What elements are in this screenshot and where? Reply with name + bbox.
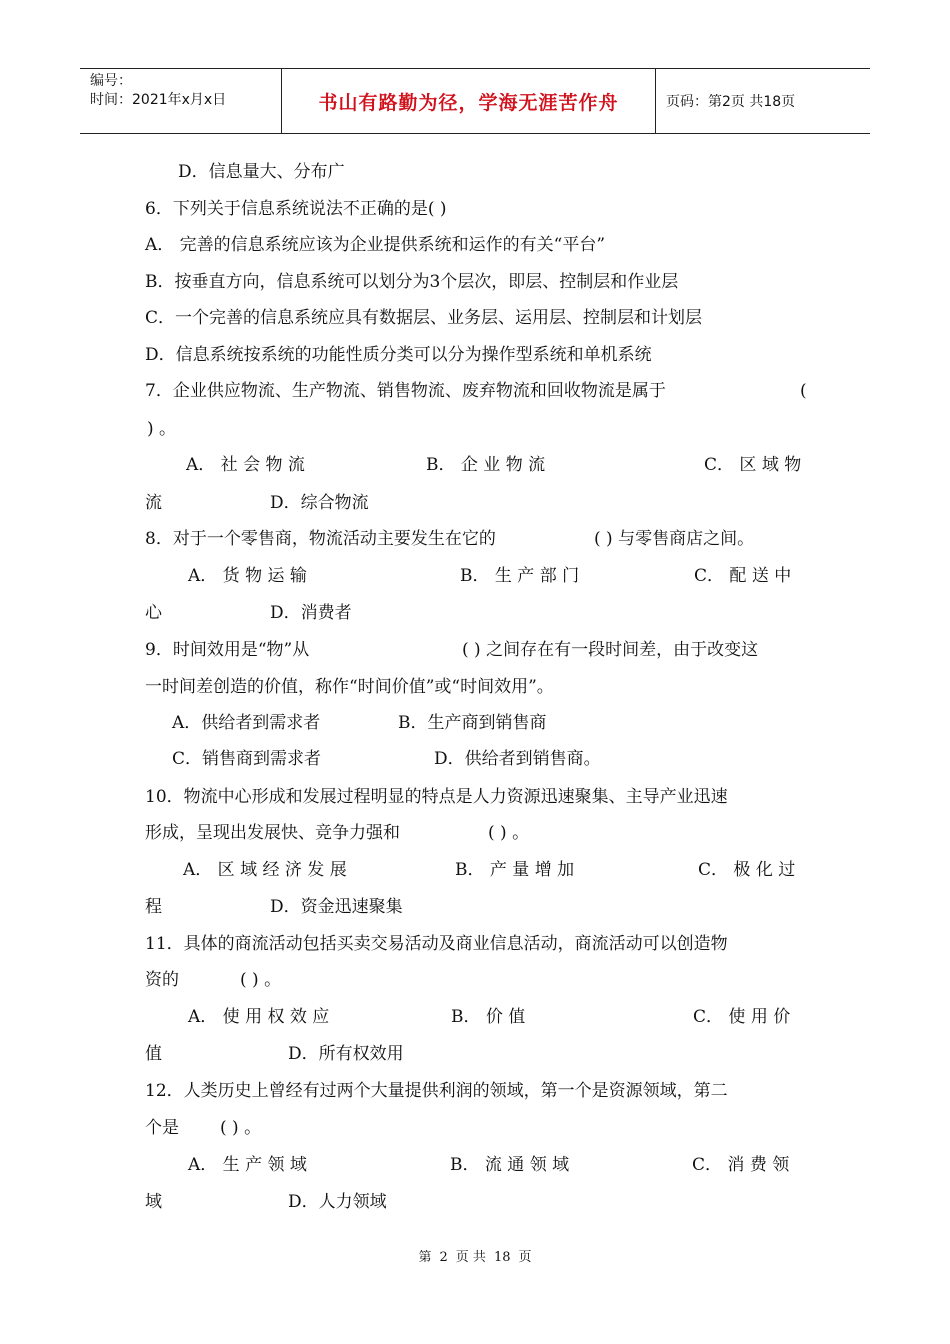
question-11-cont: 资的 [145,970,179,990]
question-10-option-b: B． 产 量 增 加 [455,860,575,880]
question-9-cont-2: 一时间差创造的价值，称作“时间价值”或“时间效用”。 [145,677,554,697]
footer-prefix: 第 [418,1250,432,1265]
question-12-option-c-cont: 域 [145,1192,162,1212]
question-8-option-d: D．消费者 [270,603,352,623]
question-7: 7．企业供应物流、生产物流、销售物流、废弃物流和回收物流是属于 [145,381,666,401]
footer-suffix: 页 [518,1250,532,1265]
question-7-option-c: C． 区 域 物 [704,455,802,475]
question-10-paren: ( ) 。 [488,823,530,843]
option-line: D．信息量大、分布广 [178,162,345,182]
question-8-cont: ( ) 与零售商店之间。 [594,529,755,549]
question-9: 9．时间效用是“物”从 [145,640,310,660]
question-11-option-a: A． 使 用 权 效 应 [188,1007,330,1027]
question-6-option-c: C．一个完善的信息系统应具有数据层、业务层、运用层、控制层和计划层 [145,308,703,328]
question-12: 12．人类历史上曾经有过两个大量提供利润的领域，第一个是资源领域，第二 [145,1081,728,1101]
question-10: 10．物流中心形成和发展过程明显的特点是人力资源迅速聚集、主导产业迅速 [145,787,728,807]
question-10-option-a: A． 区 域 经 济 发 展 [183,860,347,880]
question-12-option-a: A． 生 产 领 域 [188,1155,307,1175]
question-11-option-b: B． 价 值 [451,1007,526,1027]
question-9-option-a: A．供给者到需求者 [172,713,321,733]
question-12-paren: ( ) 。 [220,1118,262,1138]
footer-total-pages: 18 [493,1250,511,1265]
question-9-option-b: B．生产商到销售商 [398,713,547,733]
header-meta [80,69,282,133]
question-11-option-c: C． 使 用 价 [693,1007,791,1027]
question-6-option-b: B．按垂直方向，信息系统可以划分为3个层次，即层、控制层和作业层 [145,272,679,292]
time-label: 时间：2021年x月x日 [90,92,227,108]
question-9-cont: ( ) 之间存在有一段时间差，由于改变这 [462,640,759,660]
question-11-paren: ( ) 。 [240,970,282,990]
question-7-option-b: B． 企 业 物 流 [426,455,546,475]
question-8: 8．对于一个零售商，物流活动主要发生在它的 [145,529,496,549]
number-label: 编号： [90,73,132,89]
question-11: 11．具体的商流活动包括买卖交易活动及商业信息活动，商流活动可以创造物 [145,934,728,954]
question-8-option-c-cont: 心 [145,603,162,623]
page-header [80,68,870,134]
motto: 书山有路勤为径，学海无涯苦作舟 [318,91,619,114]
question-8-option-c: C． 配 送 中 [694,566,792,586]
question-12-cont: 个是 [145,1118,179,1138]
question-10-option-c-cont: 程 [145,897,162,917]
question-6-option-a: A． 完善的信息系统应该为企业提供系统和运作的有关“平台” [145,235,606,255]
page-footer [0,1246,950,1265]
question-8-option-a: A． 货 物 运 输 [188,566,307,586]
footer-mid: 页 共 [455,1250,486,1265]
question-8-option-b: B． 生 产 部 门 [460,566,580,586]
question-10-option-c: C． 极 化 过 [698,860,796,880]
question-7-option-c-cont: 流 [145,493,162,513]
question-6-option-d: D．信息系统按系统的功能性质分类可以分为操作型系统和单机系统 [145,345,652,365]
header-page-info [656,69,870,133]
question-12-option-d: D．人力领域 [288,1192,387,1212]
question-7-cont: ) 。 [147,419,177,439]
header-motto-cell [282,69,656,133]
question-11-option-d: D．所有权效用 [288,1044,404,1064]
question-11-option-c-cont: 值 [145,1044,162,1064]
question-10-cont: 形成，呈现出发展快、竞争力强和 [145,823,400,843]
question-7-option-a: A． 社 会 物 流 [186,455,305,475]
page-info: 页码：第2页 共18页 [666,94,796,110]
question-7-paren: ( [800,381,807,401]
question-12-option-b: B． 流 通 领 域 [450,1155,570,1175]
question-9-option-d: D．供给者到销售商。 [434,749,601,769]
footer-page-number: 2 [439,1250,448,1265]
question-10-option-d: D．资金迅速聚集 [270,897,403,917]
question-6: 6．下列关于信息系统说法不正确的是( ) [145,199,447,219]
question-7-option-d: D．综合物流 [270,493,369,513]
question-9-option-c: C．销售商到需求者 [172,749,322,769]
question-12-option-c: C． 消 费 领 [692,1155,790,1175]
